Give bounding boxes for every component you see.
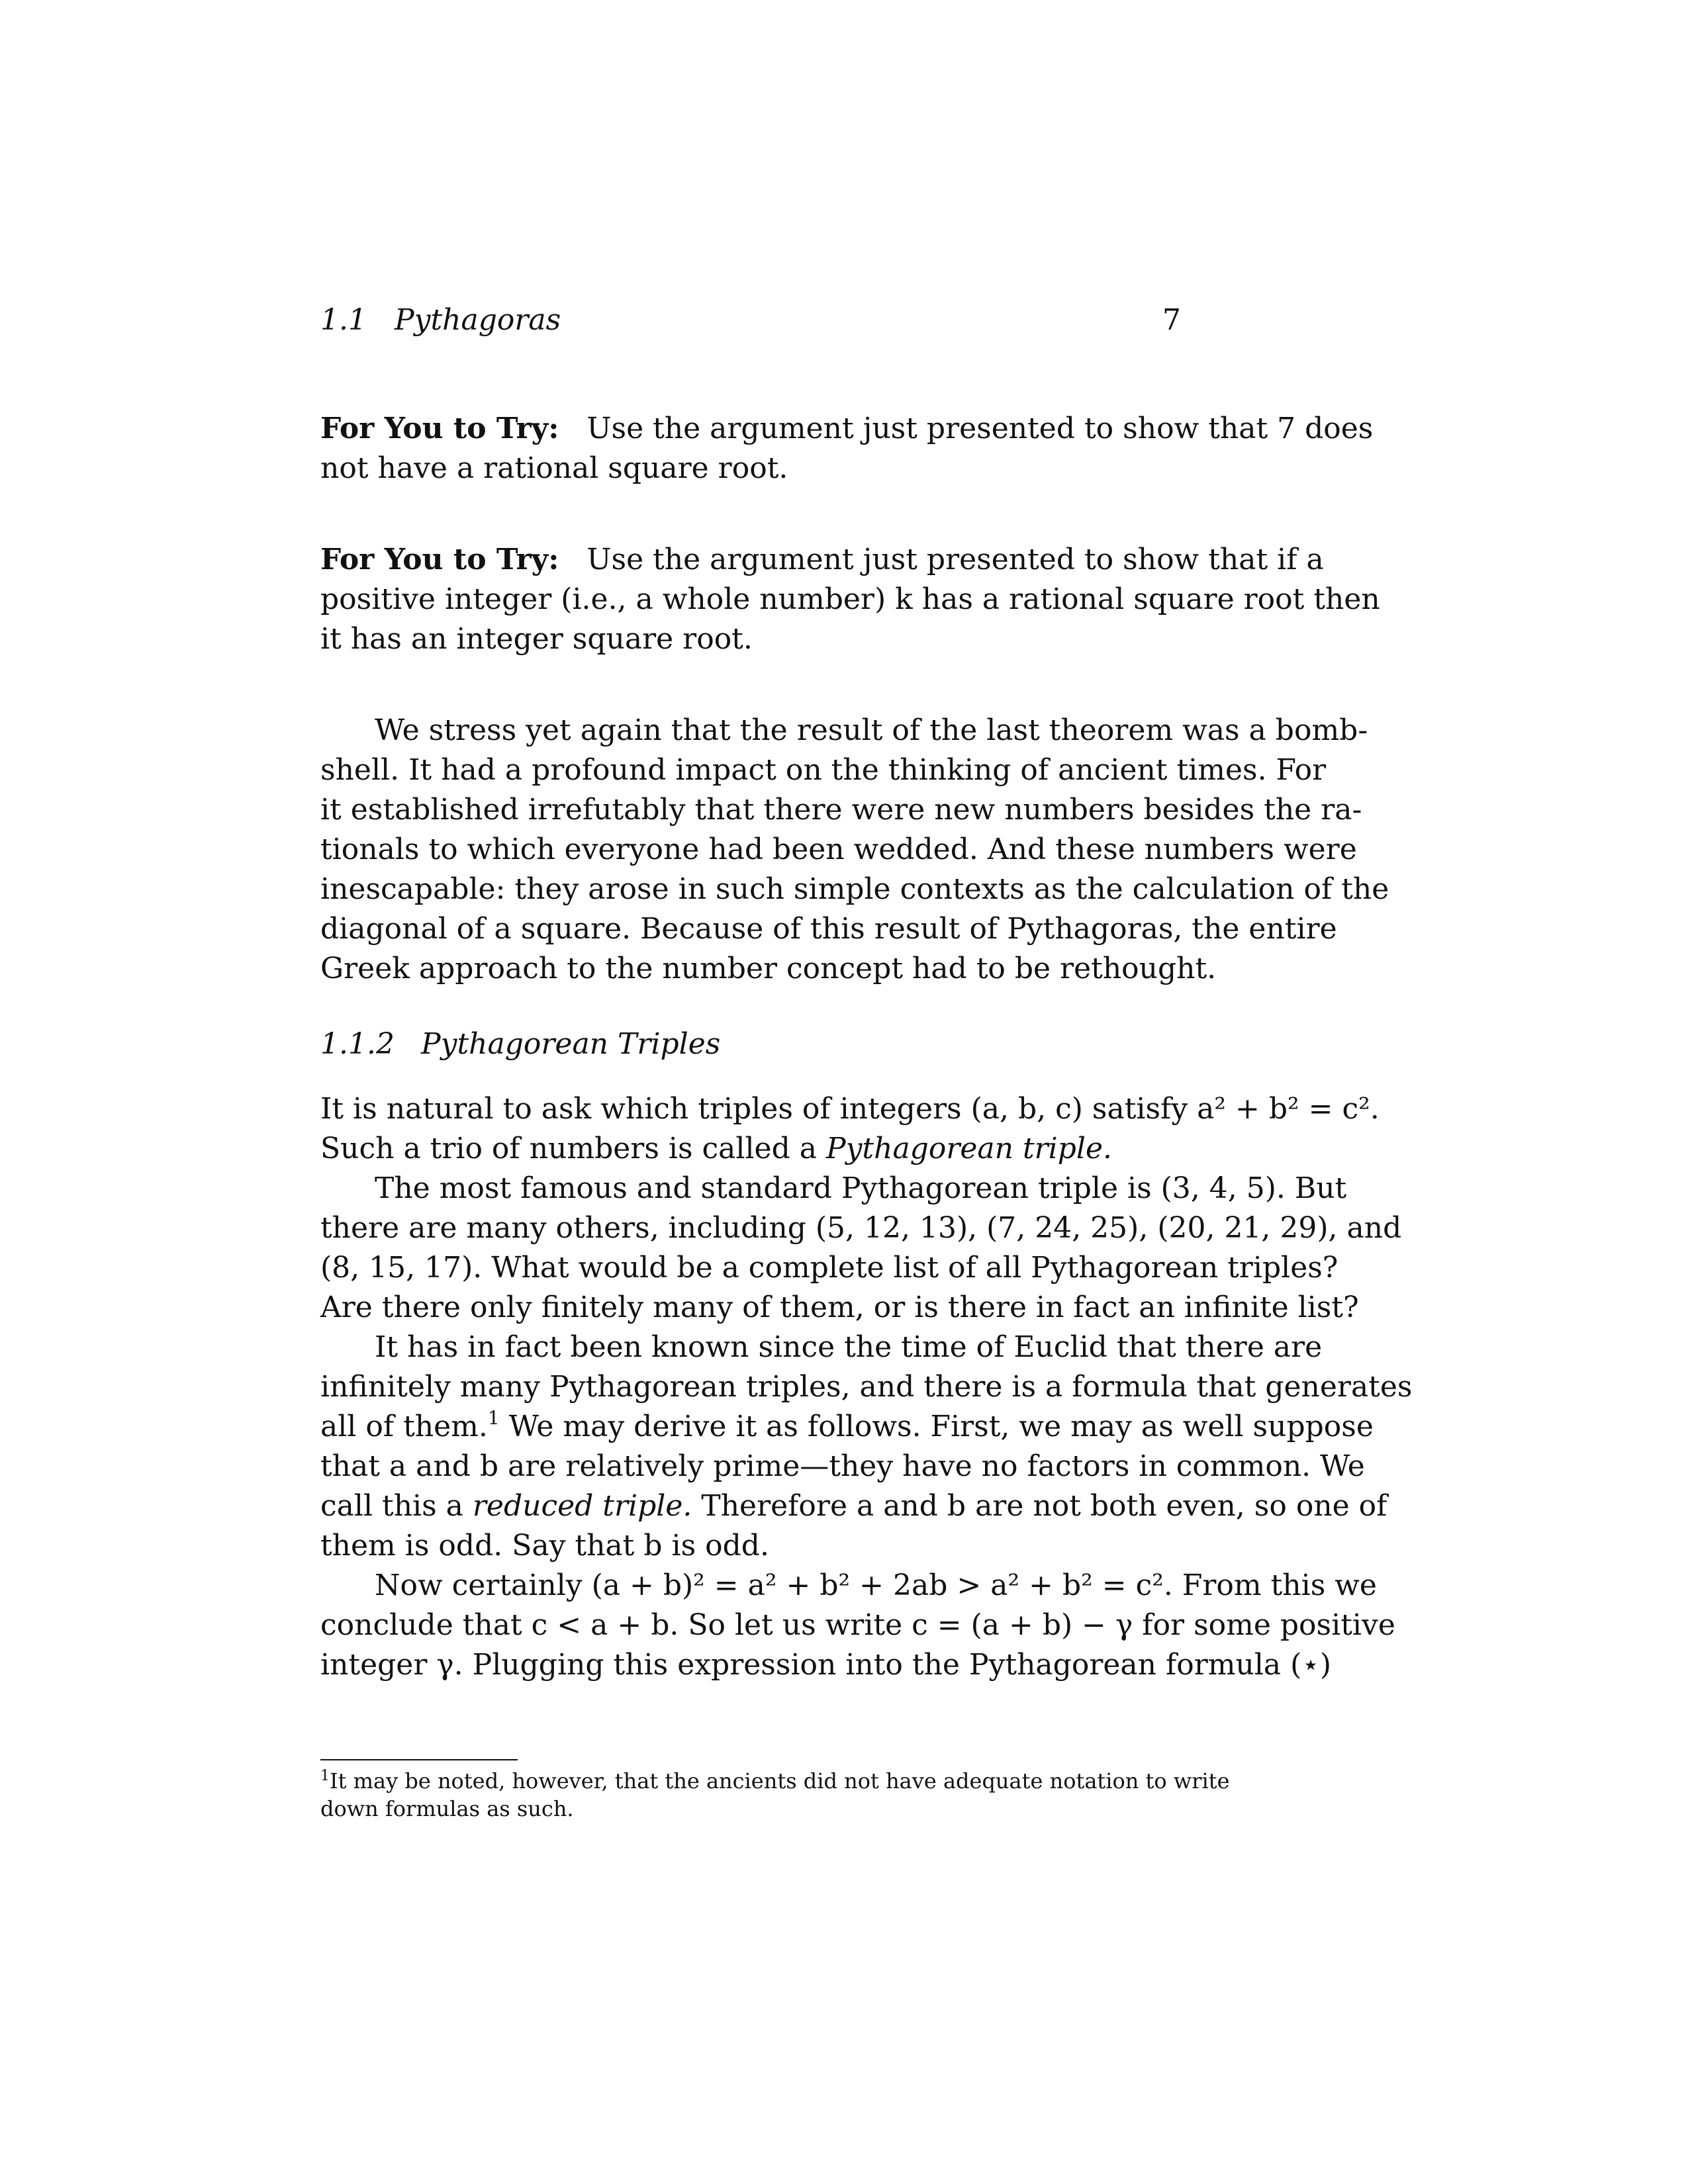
paragraph-bombshell	[320, 711, 1389, 989]
paragraph-line: We stress yet again that the result of the last theorem was a bomb-	[375, 713, 1368, 747]
paragraph-line: there are many others, including (5, 12, 13), (7, 24, 25), (20, 21, 29), and	[320, 1211, 1402, 1245]
paragraph-line: Now certainly (a + b)² = a² + b² + 2ab > a² + b² = c². From this we	[375, 1569, 1377, 1602]
paragraph-text: all of them.	[320, 1410, 488, 1443]
paragraph-line: them is odd. Say that b is odd.	[320, 1529, 769, 1563]
paragraph-text: Such a trio of numbers is called a	[320, 1132, 826, 1165]
document-page	[320, 0, 1413, 2184]
term-pythagorean-triple: Pythagorean triple.	[825, 1132, 1113, 1165]
paragraph-line: infinitely many Pythagorean triples, and there is a formula that generates	[320, 1370, 1413, 1404]
paragraph-text: call this a	[320, 1489, 473, 1523]
subsection-number: 1.1.2	[320, 1027, 395, 1061]
try-text: not have a rational square root.	[320, 451, 788, 485]
paragraph-euclid	[320, 1328, 1413, 1566]
paragraph-line: shell. It had a profound impact on the thinking of ancient times. For	[320, 753, 1327, 787]
paragraph-line: Are there only finitely many of them, or is there in fact an infinite list?	[320, 1291, 1359, 1324]
try-exercise-2	[320, 540, 1380, 659]
paragraph-line: It is natural to ask which triples of integers (a, b, c) satisfy a² + b² = c².	[320, 1092, 1380, 1126]
paragraph-line: The most famous and standard Pythagorean triple is (3, 4, 5). But	[375, 1171, 1347, 1205]
try-label: For You to Try:	[320, 412, 559, 445]
footnote-text: down formulas as such.	[320, 1796, 574, 1821]
paragraph-text: Therefore a and b are not both even, so one of	[692, 1489, 1387, 1523]
paragraph-triples	[320, 1089, 1402, 1328]
paragraph-line: Greek approach to the number concept had to be rethought.	[320, 952, 1217, 985]
page-number: 7	[1162, 303, 1181, 337]
try-exercise-1	[320, 409, 1374, 488]
paragraph-text: We may derive it as follows. First, we may as well suppose	[499, 1410, 1374, 1443]
footnote-reference[interactable]: 1	[487, 1407, 500, 1429]
paragraph-line: diagonal of a square. Because of this result of Pythagoras, the entire	[320, 912, 1337, 946]
term-reduced-triple: reduced triple.	[472, 1489, 692, 1523]
paragraph-line: It has in fact been known since the time of Euclid that there are	[375, 1330, 1323, 1364]
header-section-number: 1.1	[320, 303, 367, 337]
paragraph-line: that a and b are relatively prime—they have no factors in common. We	[320, 1449, 1365, 1483]
subsection-title: Pythagorean Triples	[421, 1027, 721, 1061]
footnote-rule	[320, 1759, 518, 1760]
footnote-text: It may be noted, however, that the ancients did not have adequate notation to write	[330, 1768, 1230, 1794]
try-text: positive integer (i.e., a whole number) k has a rational square root then	[320, 582, 1380, 616]
try-text: Use the argument just presented to show that if a	[586, 543, 1324, 576]
running-header	[320, 303, 1181, 349]
header-section-title: Pythagoras	[395, 303, 561, 337]
try-label: For You to Try:	[320, 543, 559, 576]
paragraph-line: (8, 15, 17). What would be a complete list of all Pythagorean triples?	[320, 1251, 1338, 1285]
paragraph-line: integer γ. Plugging this expression into the Pythagorean formula (⋆)	[320, 1648, 1331, 1682]
try-text: Use the argument just presented to show that 7 does	[586, 412, 1374, 445]
paragraph-now-certainly	[320, 1566, 1395, 1685]
paragraph-line: tionals to which everyone had been wedded. And these numbers were	[320, 833, 1357, 866]
footnote	[320, 1767, 1230, 1823]
paragraph-line: conclude that c < a + b. So let us write c = (a + b) − γ for some positive	[320, 1608, 1395, 1642]
paragraph-line: inescapable: they arose in such simple contexts as the calculation of the	[320, 872, 1389, 906]
footnote-mark: 1	[320, 1768, 330, 1784]
paragraph-line: it established irrefutably that there were new numbers besides the ra-	[320, 793, 1362, 827]
try-text: it has an integer square root.	[320, 622, 753, 656]
